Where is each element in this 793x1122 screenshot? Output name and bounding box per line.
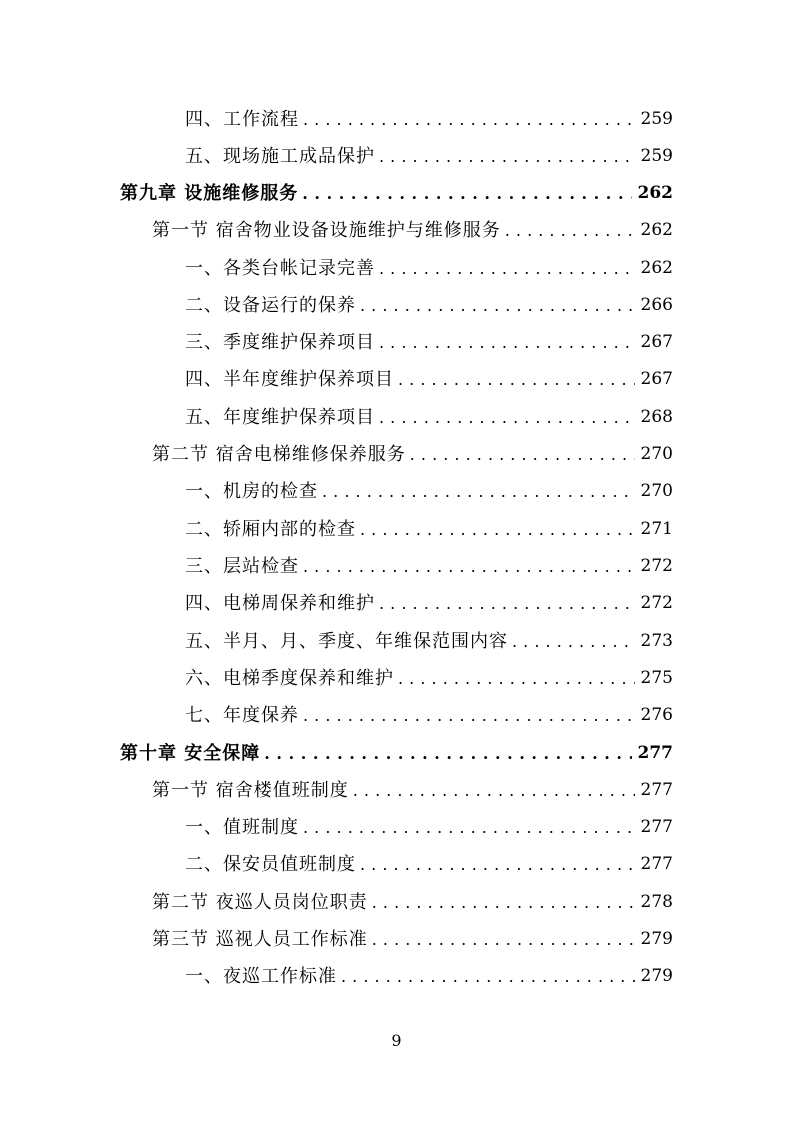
toc-dot-leader	[379, 250, 635, 287]
toc-section-entry[interactable]	[152, 921, 673, 958]
toc-dot-leader	[379, 138, 635, 175]
toc-dot-leader	[360, 846, 635, 883]
toc-entry-title: 五、半月、月、季度、年维保范围内容	[185, 631, 508, 652]
toc-dot-leader	[379, 399, 635, 436]
toc-entry[interactable]	[185, 473, 673, 510]
toc-dot-leader	[372, 884, 635, 921]
toc-entry[interactable]	[185, 287, 673, 324]
toc-entry-title: 一、值班制度	[185, 817, 299, 838]
toc-chapter-entry[interactable]	[120, 735, 673, 772]
toc-entry[interactable]	[185, 138, 673, 175]
toc-entry-page: 277	[637, 743, 673, 763]
toc-dot-leader	[398, 361, 635, 398]
toc-entry-page: 278	[640, 892, 673, 912]
toc-section-entry[interactable]	[152, 884, 673, 921]
toc-entry-page: 275	[640, 668, 673, 688]
toc-entry-title: 四、电梯周保养和维护	[185, 593, 375, 614]
toc-entry-title: 六、电梯季度保养和维护	[185, 668, 394, 689]
toc-entry-title: 第二节 宿舍电梯维修保养服务	[152, 444, 406, 465]
toc-entry-title: 第二节 夜巡人员岗位职责	[152, 892, 368, 913]
toc-entry-page: 259	[640, 109, 673, 129]
toc-entry-title: 四、半年度维护保养项目	[185, 369, 394, 390]
toc-entry-page: 271	[640, 519, 673, 539]
toc-entry-title: 四、工作流程	[185, 109, 299, 130]
toc-entry-page: 273	[640, 631, 673, 651]
toc-entry-title: 第十章 安全保障	[120, 743, 261, 764]
toc-dot-leader	[303, 548, 635, 585]
toc-entry-title: 五、现场施工成品保护	[185, 146, 375, 167]
toc-entry[interactable]	[185, 324, 673, 361]
toc-entry[interactable]	[185, 623, 673, 660]
toc-dot-leader	[512, 623, 635, 660]
toc-dot-leader	[410, 436, 635, 473]
toc-entry-title: 第一节 宿舍物业设备设施维护与维修服务	[152, 220, 501, 241]
toc-entry-page: 277	[640, 854, 673, 874]
toc-dot-leader	[303, 809, 635, 846]
toc-entry[interactable]	[185, 101, 673, 138]
toc-entry-page: 276	[640, 705, 673, 725]
toc-entry-title: 二、轿厢内部的检查	[185, 519, 356, 540]
toc-entry-title: 三、季度维护保养项目	[185, 332, 375, 353]
toc-dot-leader	[398, 660, 635, 697]
toc-dot-leader	[353, 772, 635, 809]
toc-entry-title: 五、年度维护保养项目	[185, 407, 375, 428]
toc-entry-page: 272	[640, 593, 673, 613]
toc-entry-page: 277	[640, 780, 673, 800]
toc-entry-page: 266	[640, 295, 673, 315]
toc-entry[interactable]	[185, 511, 673, 548]
toc-entry-page: 262	[637, 183, 673, 203]
toc-entry-title: 二、设备运行的保养	[185, 295, 356, 316]
toc-dot-leader	[341, 958, 635, 995]
toc-entry-page: 259	[640, 146, 673, 166]
toc-dot-leader	[303, 697, 635, 734]
toc-entry[interactable]	[185, 697, 673, 734]
toc-entry-page: 262	[640, 220, 673, 240]
toc-entry-page: 270	[640, 481, 673, 501]
toc-dot-leader	[379, 324, 635, 361]
toc-entry-page: 279	[640, 929, 673, 949]
page-number: 9	[391, 1031, 402, 1050]
toc-entry[interactable]	[185, 361, 673, 398]
toc-entry-page: 279	[640, 966, 673, 986]
toc-dot-leader	[302, 175, 631, 212]
toc-entry-title: 一、夜巡工作标准	[185, 966, 337, 987]
toc-entry-title: 一、机房的检查	[185, 481, 318, 502]
toc-dot-leader	[264, 735, 631, 772]
toc-chapter-entry[interactable]	[120, 175, 673, 212]
toc-entry[interactable]	[185, 250, 673, 287]
toc-dot-leader	[303, 101, 635, 138]
toc-section-entry[interactable]	[152, 212, 673, 249]
toc-dot-leader	[372, 921, 635, 958]
toc-entry-page: 267	[640, 369, 673, 389]
toc-entry-title: 三、层站检查	[185, 556, 299, 577]
toc-entry[interactable]	[185, 660, 673, 697]
toc-entry-title: 第九章 设施维修服务	[120, 183, 299, 204]
toc-entry[interactable]	[185, 846, 673, 883]
toc-section-entry[interactable]	[152, 436, 673, 473]
toc-entry-title: 第三节 巡视人员工作标准	[152, 929, 368, 950]
toc-entry-page: 268	[640, 407, 673, 427]
toc-entry-page: 270	[640, 444, 673, 464]
toc-entry[interactable]	[185, 548, 673, 585]
toc-entry-title: 七、年度保养	[185, 705, 299, 726]
toc-dot-leader	[379, 585, 635, 622]
toc-section-entry[interactable]	[152, 772, 673, 809]
toc-entry-title: 第一节 宿舍楼值班制度	[152, 780, 349, 801]
toc-entry-title: 一、各类台帐记录完善	[185, 258, 375, 279]
toc-entry[interactable]	[185, 958, 673, 995]
toc-entry-page: 267	[640, 332, 673, 352]
toc-dot-leader	[505, 212, 635, 249]
toc-entry-page: 272	[640, 556, 673, 576]
toc-dot-leader	[360, 287, 635, 324]
toc-dot-leader	[322, 473, 635, 510]
toc-entry[interactable]	[185, 399, 673, 436]
toc-entry[interactable]	[185, 585, 673, 622]
toc-entry[interactable]	[185, 809, 673, 846]
toc-dot-leader	[360, 511, 635, 548]
toc-entry-page: 262	[640, 258, 673, 278]
toc-entry-page: 277	[640, 817, 673, 837]
toc-entry-title: 二、保安员值班制度	[185, 854, 356, 875]
